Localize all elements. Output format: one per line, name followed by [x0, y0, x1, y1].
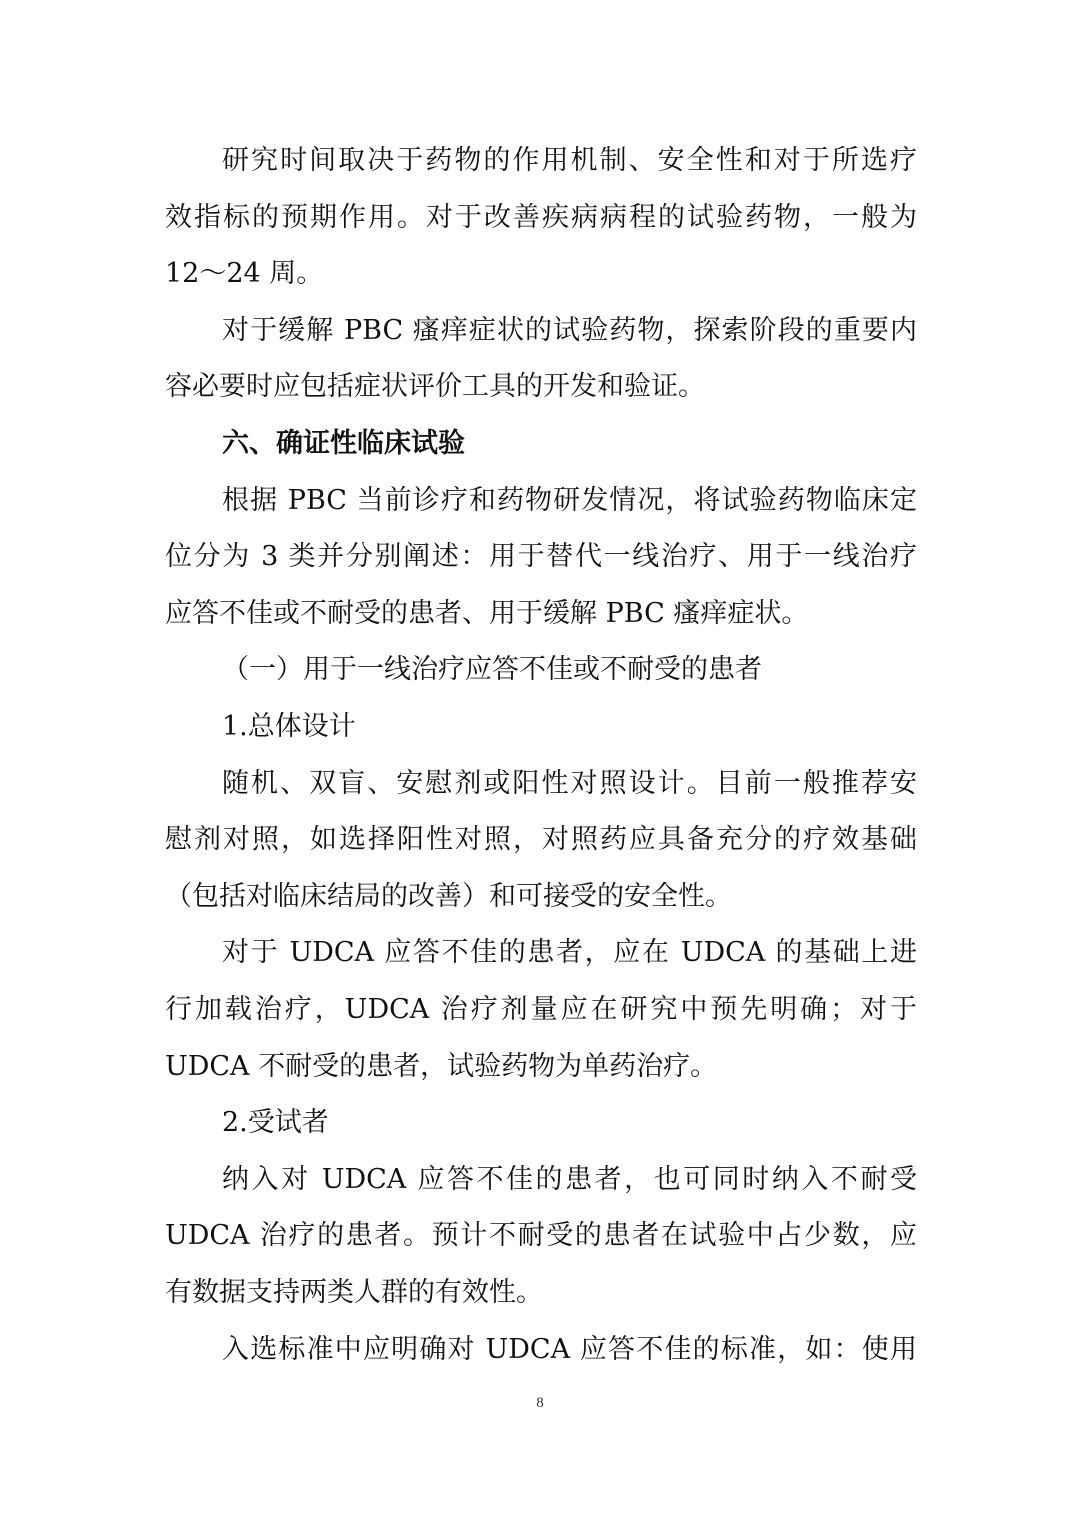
paragraph-line: 应答不佳或不耐受的患者、用于缓解 PBC 瘙痒症状。: [165, 598, 809, 629]
paragraph-line: 行加载治疗，UDCA 治疗剂量应在研究中预先明确；对于: [165, 994, 917, 1025]
paragraph-line: 12～24 周。: [165, 258, 324, 289]
paragraph-line: 随机、双盲、安慰剂或阳性对照设计。目前一般推荐安: [222, 768, 917, 799]
paragraph-line: 研究时间取决于药物的作用机制、安全性和对于所选疗: [222, 145, 917, 176]
section-heading: 六、确证性临床试验: [222, 428, 465, 459]
paragraph-line: 容必要时应包括症状评价工具的开发和验证。: [165, 371, 705, 402]
paragraph-line: （包括对临床结局的改善）和可接受的安全性。: [165, 881, 732, 912]
paragraph-line: 对于 UDCA 应答不佳的患者，应在 UDCA 的基础上进: [222, 937, 917, 968]
paragraph-line: UDCA 不耐受的患者，试验药物为单药治疗。: [165, 1051, 718, 1082]
paragraph-line: 入选标准中应明确对 UDCA 应答不佳的标准，如：使用: [222, 1334, 917, 1365]
item-heading: 2.受试者: [222, 1107, 329, 1138]
paragraph-line: 根据 PBC 当前诊疗和药物研发情况，将试验药物临床定: [222, 485, 917, 516]
paragraph-line: 位分为 3 类并分别阐述：用于替代一线治疗、用于一线治疗: [165, 541, 917, 572]
paragraph-line: UDCA 治疗的患者。预计不耐受的患者在试验中占少数，应: [165, 1220, 917, 1251]
paragraph-line: 对于缓解 PBC 瘙痒症状的试验药物，探索阶段的重要内: [222, 315, 917, 346]
page-number: 8: [536, 1395, 544, 1411]
paragraph-line: 效指标的预期作用。对于改善疾病病程的试验药物，一般为: [165, 202, 917, 233]
item-heading: 1.总体设计: [222, 711, 356, 742]
paragraph-line: 纳入对 UDCA 应答不佳的患者，也可同时纳入不耐受: [222, 1164, 917, 1195]
paragraph-line: 有数据支持两类人群的有效性。: [165, 1277, 543, 1308]
paragraph-line: 慰剂对照，如选择阳性对照，对照药应具备充分的疗效基础: [165, 824, 917, 855]
subsection-heading: （一）用于一线治疗应答不佳或不耐受的患者: [222, 654, 762, 685]
